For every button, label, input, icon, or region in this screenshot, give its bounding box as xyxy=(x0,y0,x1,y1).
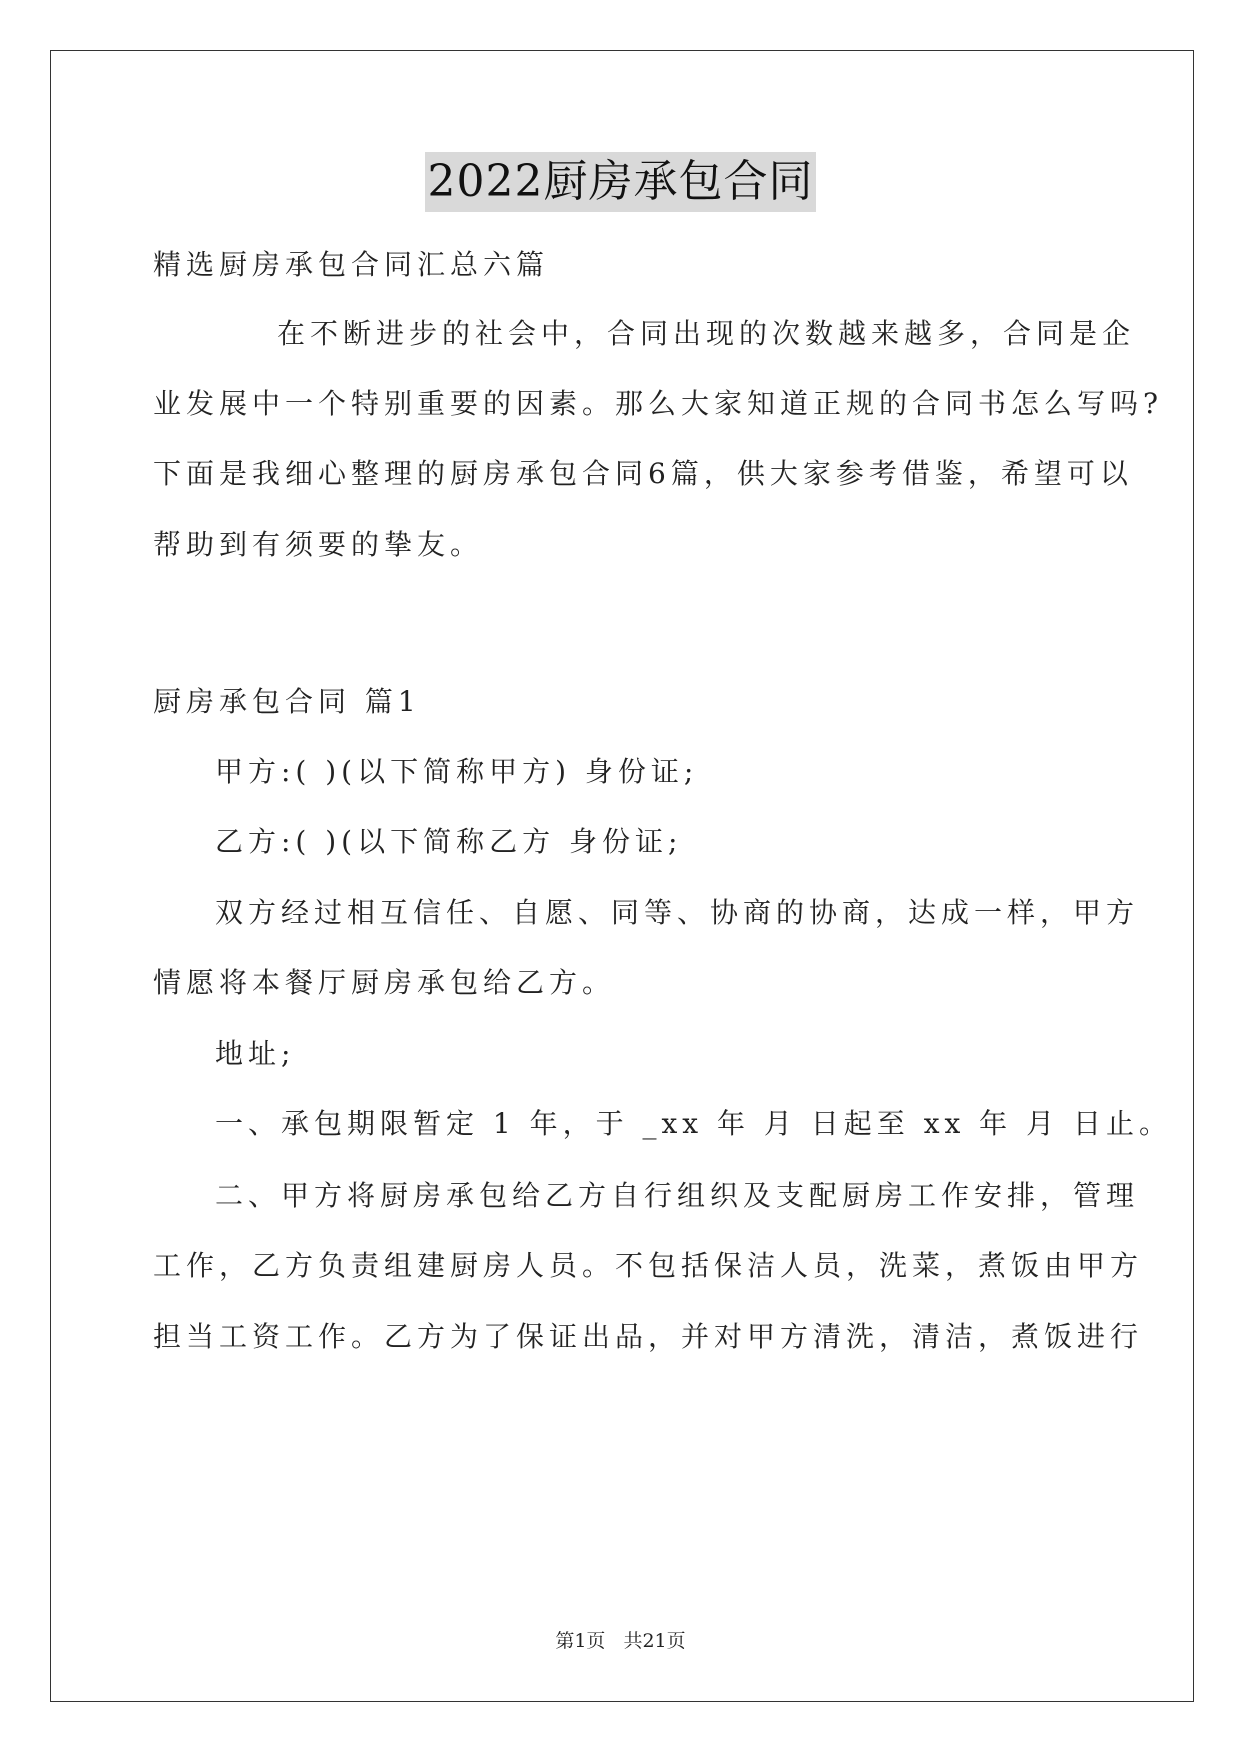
clause-2-line-2: 工作，乙方负责组建厨房人员。不包括保洁人员，洗菜，煮饭由甲方 xyxy=(153,1249,1144,1282)
agreement-line-1: 双方经过相互信任、自愿、同等、协商的协商，达成一样，甲方 xyxy=(215,896,1140,929)
intro-line-2: 业发展中一个特别重要的因素。那么大家知道正规的合同书怎么写吗? xyxy=(153,387,1164,420)
party-b-line: 乙方:( )(以下简称乙方 身份证; xyxy=(215,825,683,858)
party-a-line: 甲方:( )(以下简称甲方) 身份证; xyxy=(215,755,699,788)
intro-line-1: 在不断进步的社会中，合同出现的次数越来越多，合同是企 xyxy=(277,317,1136,350)
intro-line-3: 下面是我细心整理的厨房承包合同6篇，供大家参考借鉴，希望可以 xyxy=(153,457,1133,490)
section-heading: 厨房承包合同 篇1 xyxy=(153,685,421,718)
agreement-line-2: 情愿将本餐厅厨房承包给乙方。 xyxy=(153,966,616,999)
page-footer xyxy=(0,1628,1241,1654)
page-border xyxy=(50,50,1194,1702)
page-number-total: 共21页 xyxy=(623,1630,686,1652)
document-title: 2022厨房承包合同 xyxy=(425,152,817,212)
clause-1-line: 一、承包期限暂定 1 年，于 _xx 年 月 日起至 xx 年 月 日止。 xyxy=(215,1107,1172,1140)
page-number-current: 第1页 xyxy=(555,1630,606,1652)
document-subtitle: 精选厨房承包合同汇总六篇 xyxy=(153,248,550,281)
clause-2-line-1: 二、甲方将厨房承包给乙方自行组织及支配厨房工作安排，管理 xyxy=(215,1179,1140,1212)
intro-line-4: 帮助到有须要的挚友。 xyxy=(153,528,484,561)
clause-2-line-3: 担当工资工作。乙方为了保证出品，并对甲方清洗，清洁，煮饭进行 xyxy=(153,1320,1144,1353)
title-container xyxy=(0,152,1241,212)
address-line: 地址; xyxy=(215,1037,296,1070)
